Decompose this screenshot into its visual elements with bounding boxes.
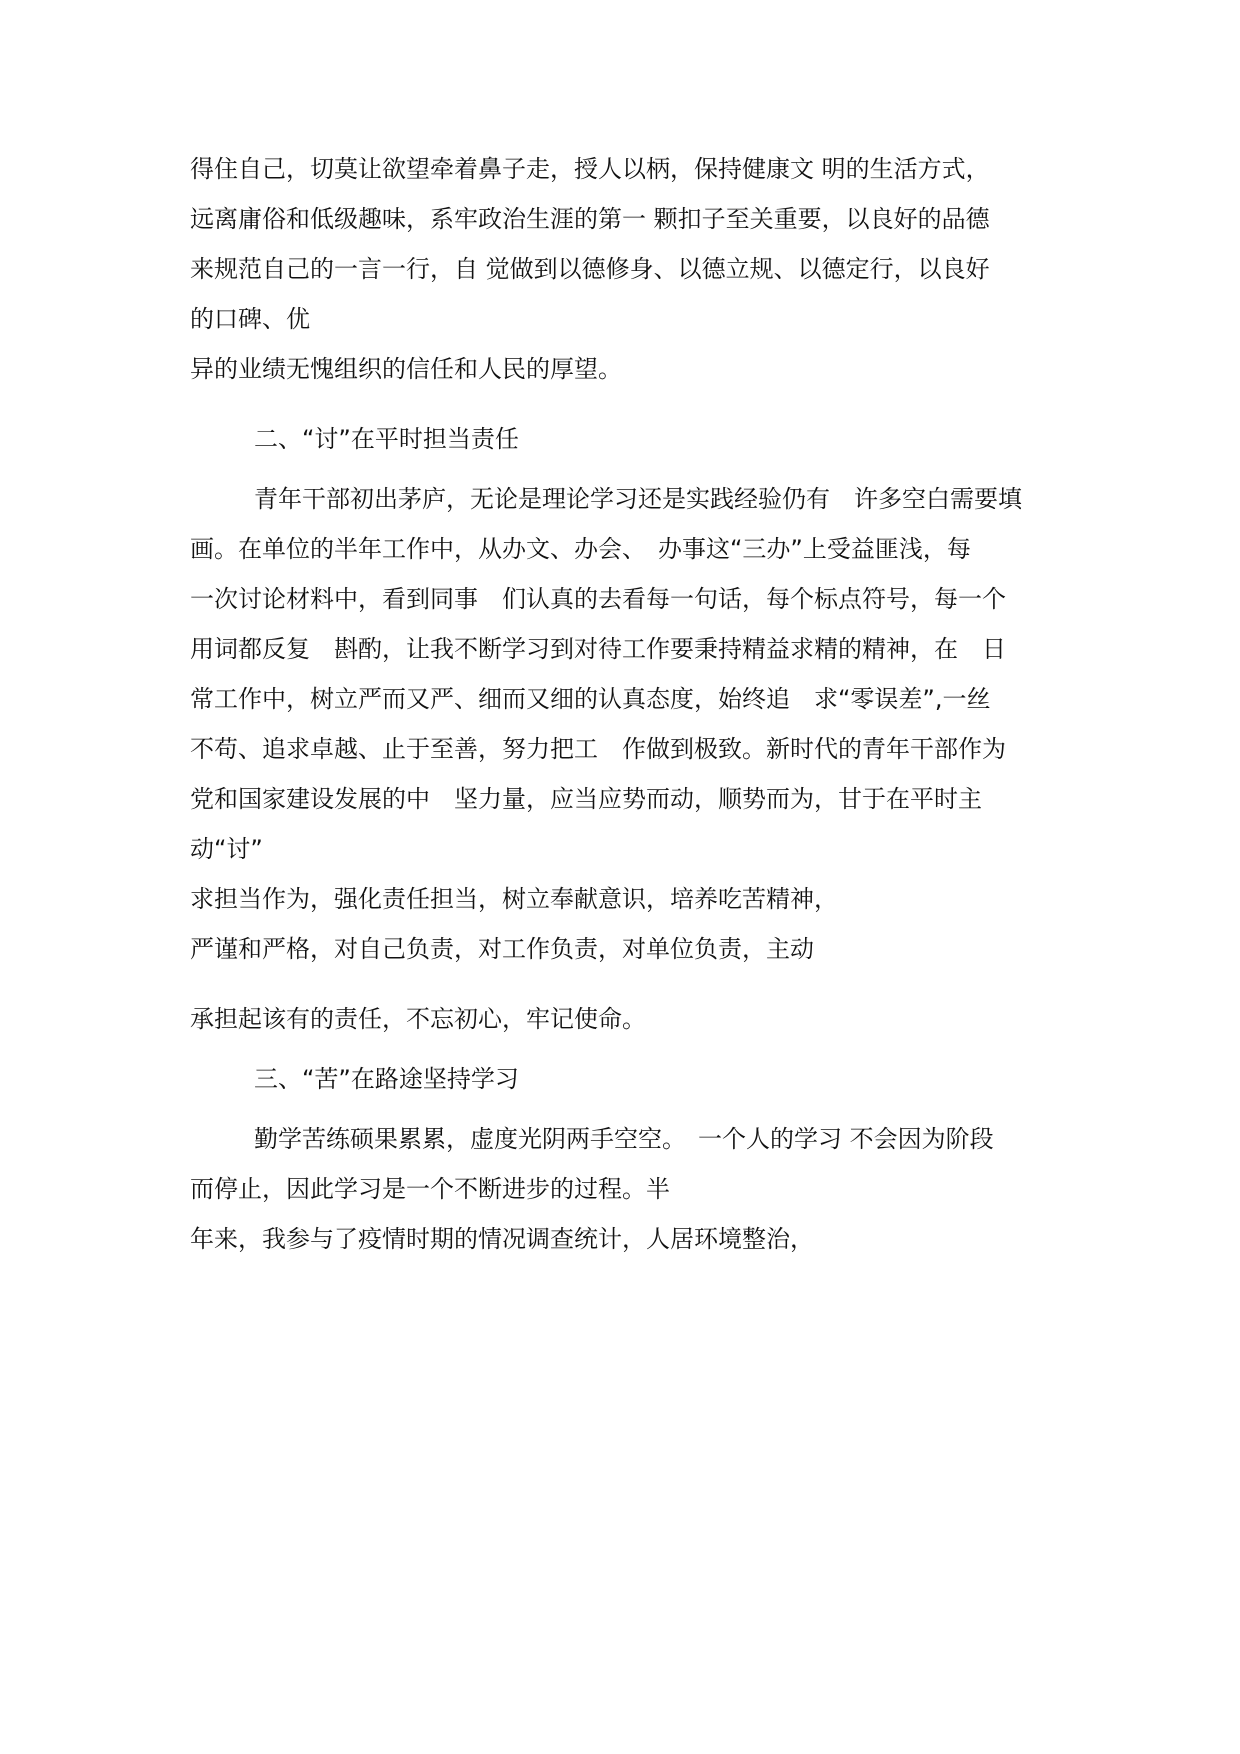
text-line: 常工作中，树立严而又严、细而又细的认真态度，始终追 求“零误差”,一丝 [190,685,991,713]
text-line: 得住自己，切莫让欲望牵着鼻子走，授人以柄，保持健康文 明的生活方式， [190,155,990,183]
text-line: 画。在单位的半年工作中，从办文、办会、 办事这“三办”上受益匪浅，每 [190,535,971,563]
text-line: 一次讨论材料中，看到同事 们认真的去看每一句话，每个标点符号，每一个 [190,585,1006,613]
text-line: 动“讨” [190,835,263,863]
text-line: 异的业绩无愧组织的信任和人民的厚望。 [190,355,622,383]
text-line: 求担当作为，强化责任担当，树立奉献意识，培养吃苦精神， [190,885,838,913]
text-line: 严谨和严格，对自己负责，对工作负责，对单位负责，主动 [190,935,814,963]
text-line: 来规范自己的一言一行，自 觉做到以德修身、以德立规、以德定行，以良好 [190,255,990,283]
text-line: 年来，我参与了疫情时期的情况调查统计，人居环境整治， [190,1225,814,1253]
text-line: 用词都反复 斟酌，让我不断学习到对待工作要秉持精益求精的精神，在 日 [190,635,1006,663]
text-line: 远离庸俗和低级趣味，系牢政治生涯的第一 颗扣子至关重要，以良好的品德 [190,205,990,233]
text-line: 不苟、追求卓越、止于至善，努力把工 作做到极致。新时代的青年干部作为 [190,735,1006,763]
text-line: 的口碑、优 [190,305,310,333]
text-line: 而停止，因此学习是一个不断进步的过程。半 [190,1175,670,1203]
section-heading: 二、“讨”在平时担当责任 [254,425,519,453]
section-heading: 三、“苦”在路途坚持学习 [254,1065,519,1093]
text-line: 党和国家建设发展的中 坚力量，应当应势而动，顺势而为，甘于在平时主 [190,785,982,813]
text-line: 勤学苦练硕果累累，虚度光阴两手空空。 一个人的学习 不会因为阶段 [254,1125,994,1153]
text-line: 承担起该有的责任，不忘初心，牢记使命。 [190,1005,646,1033]
text-line: 青年干部初出茅庐，无论是理论学习还是实践经验仍有 许多空白需要填 [254,485,1022,513]
